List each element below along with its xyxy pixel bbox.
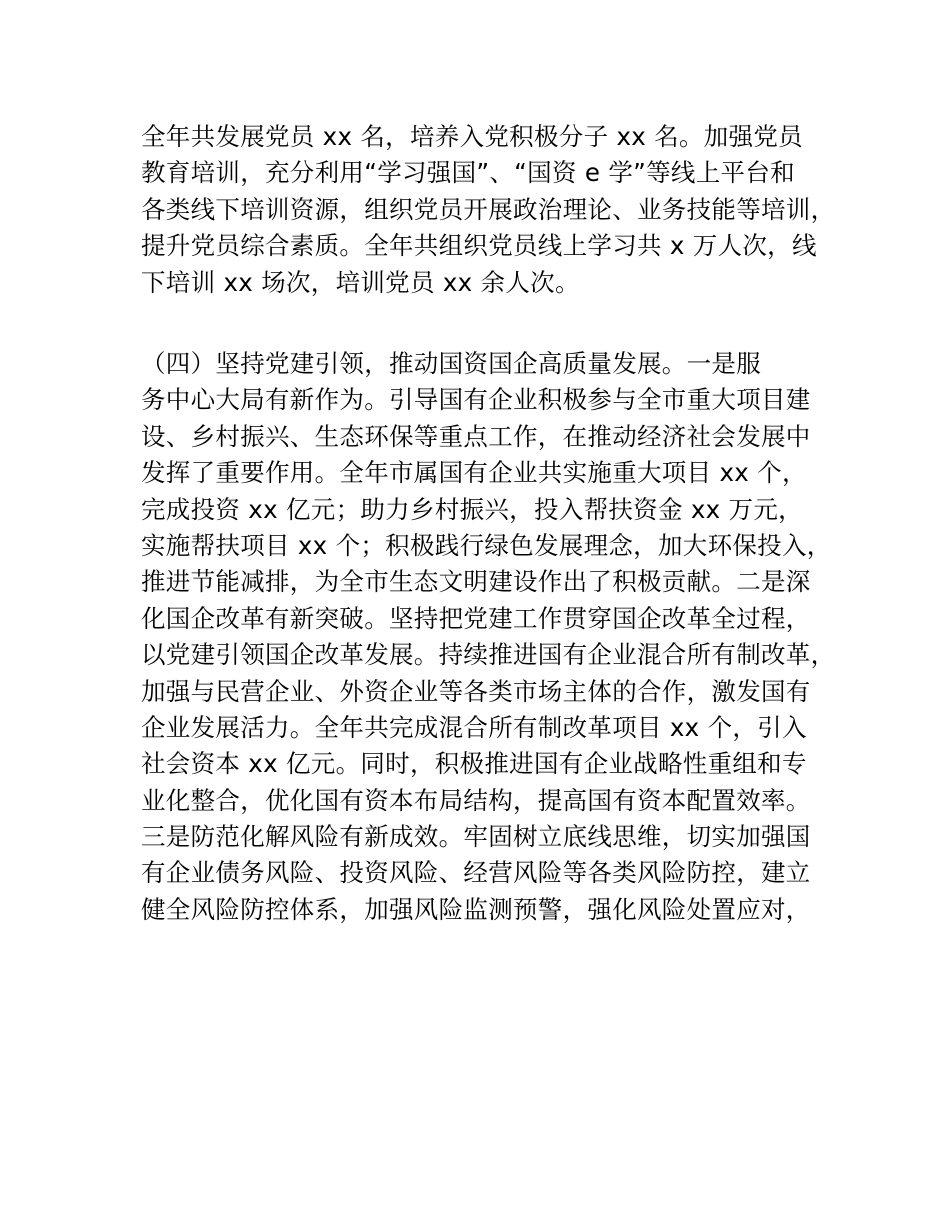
text-line: 教育培训，充分利用“学习强国”、“国资 e 学”等线上平台和 <box>141 158 795 188</box>
text-line: 业化整合，优化国有资本布局结构，提高国有资本配置效率。 <box>141 785 811 815</box>
text-line: 发挥了重要作用。全年市属国有企业共实施重大项目 xx 个， <box>141 458 807 488</box>
text-line: 推进节能减排，为全市生态文明建设作出了积极贡献。二是深 <box>141 567 811 597</box>
text-line: 以党建引领国企改革发展。持续推进国有企业混合所有制改革， <box>141 640 836 670</box>
paragraph-high-quality-development <box>141 346 841 928</box>
text-line: 企业发展活力。全年共完成混合所有制改革项目 xx 个，引入 <box>141 712 807 742</box>
text-line: 实施帮扶项目 xx 个；积极践行绿色发展理念，加大环保投入， <box>141 530 832 560</box>
text-line: 设、乡村振兴、生态环保等重点工作，在推动经济社会发展中 <box>141 421 811 451</box>
text-line: 有企业债务风险、投资风险、经营风险等各类风险防控，建立 <box>141 858 811 888</box>
text-line: 全年共发展党员 xx 名，培养入党积极分子 xx 名。加强党员 <box>141 122 803 151</box>
text-line: 完成投资 xx 亿元；助力乡村振兴，投入帮扶资金 xx 万元， <box>141 494 803 524</box>
text-line: 化国企改革有新突破。坚持把党建工作贯穿国企改革全过程， <box>141 603 811 633</box>
text-line: 务中心大局有新作为。引导国有企业积极参与全市重大项目建 <box>141 385 811 415</box>
text-line: 社会资本 xx 亿元。同时，积极推进国有企业战略性重组和专 <box>141 749 807 779</box>
text-line: 下培训 xx 场次，培训党员 xx 余人次。 <box>141 267 580 297</box>
text-line: 三是防范化解风险有新成效。牢固树立底线思维，切实加强国 <box>141 822 811 852</box>
paragraph-party-member-development <box>141 119 841 301</box>
text-line: 各类线下培训资源，组织党员开展政治理论、业务技能等培训， <box>141 194 836 224</box>
text-line: 提升党员综合素质。全年共组织党员线上学习共 x 万人次，线 <box>141 231 817 261</box>
text-line: （四）坚持党建引领，推动国资国企高质量发展。一是服 <box>141 349 761 378</box>
text-line: 健全风险防控体系，加强风险监测预警，强化风险处置应对， <box>141 894 811 924</box>
text-line: 加强与民营企业、外资企业等各类市场主体的合作，激发国有 <box>141 676 811 706</box>
